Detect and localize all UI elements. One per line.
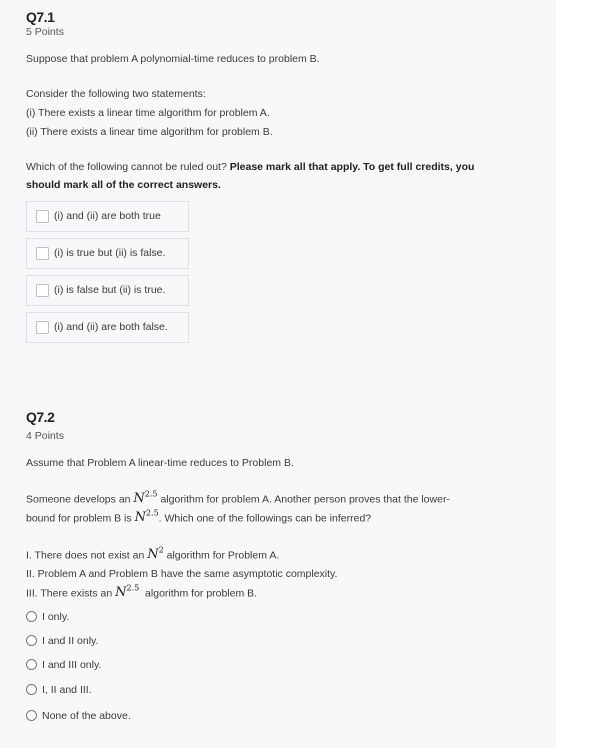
checkbox[interactable] [36,321,49,334]
radio-option[interactable]: I and III only. [26,659,101,671]
radio-button[interactable] [26,684,37,695]
checkbox-option[interactable]: (i) is true but (ii) is false. [26,238,189,269]
radio-option[interactable]: I and II only. [26,635,98,647]
question-title: Q7.2 [26,409,55,425]
checkbox[interactable] [36,247,49,260]
question-points: 4 Points [26,430,64,442]
question-text: bound for problem B is $N^{2.5}$. Which one of the followings can be inferred? [26,509,372,526]
radio-option[interactable]: I only. [26,611,69,623]
checkbox-option[interactable]: (i) and (ii) are both true [26,201,189,232]
question-prompt-cont: should mark all of the correct answers. [26,179,221,191]
question-text: Suppose that problem A polynomial-time reduces to problem B. [26,53,320,65]
checkbox-option[interactable]: (i) is false but (ii) is true. [26,275,189,306]
question-text: Assume that Problem A linear-time reduces to Problem B. [26,457,294,469]
checkbox[interactable] [36,284,49,297]
statement-II: II. Problem A and Problem B have the same asymptotic complexity. [26,568,338,580]
radio-option[interactable]: I, II and III. [26,684,92,696]
checkbox[interactable] [36,210,49,223]
question-prompt: Which of the following cannot be ruled out? Please mark all that apply. To get full credits, you [26,161,475,173]
checkbox-option[interactable]: (i) and (ii) are both false. [26,312,189,343]
radio-option[interactable]: None of the above. [26,710,131,722]
radio-button[interactable] [26,635,37,646]
question-title: Q7.1 [26,9,55,25]
statement-I: I. There does not exist an $N^2$ algorithm for Problem A. [26,546,280,563]
question-points: 5 Points [26,26,64,38]
radio-button[interactable] [26,710,37,721]
question-text: Consider the following two statements: [26,88,206,100]
radio-button[interactable] [26,611,37,622]
statement-i: (i) There exists a linear time algorithm for problem A. [26,107,270,119]
statement-III: III. There exists an $N^{2.5}$ algorithm for problem B. [26,584,258,601]
radio-button[interactable] [26,659,37,670]
statement-ii: (ii) There exists a linear time algorithm for problem B. [26,126,273,138]
question-text: Someone develops an $N^{2.5}$ algorithm for problem A. Another person proves that the lower- [26,490,450,507]
